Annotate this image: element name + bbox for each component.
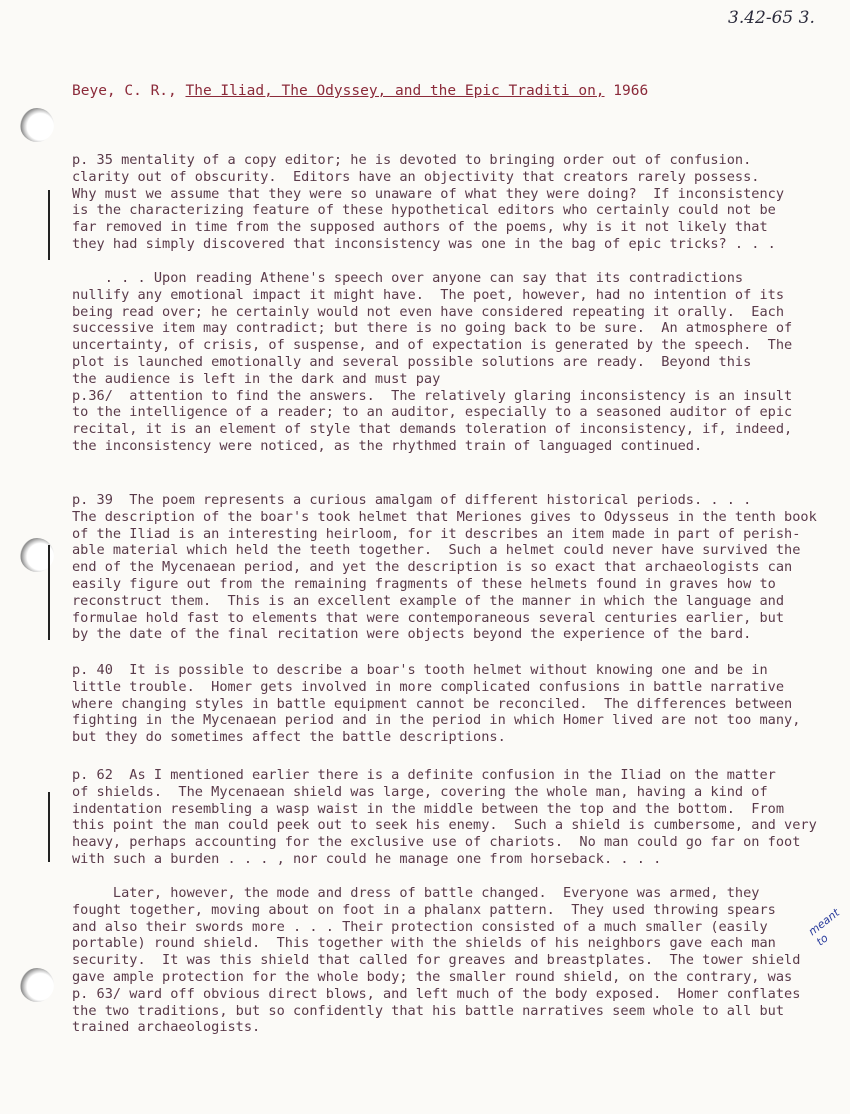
text-line: by the date of the final recitation were objects beyond the experience of the bard. bbox=[72, 626, 752, 643]
text-line: this point the man could peek out to seek his enemy. Such a shield is cumbersome, and very bbox=[72, 817, 817, 834]
text-line: Why must we assume that they were so unaware of what they were doing? If inconsistency bbox=[72, 185, 785, 202]
text-line: indentation resembling a wasp waist in the middle between the top and the bottom. From bbox=[72, 800, 785, 817]
text-line: is the characterizing feature of these hypothetical editors who certainly could not be bbox=[72, 202, 776, 219]
text-line: p. 35 mentality of a copy editor; he is devoted to bringing order out of confusion. bbox=[72, 152, 752, 168]
excerpt-p40 bbox=[72, 662, 832, 746]
text-line: and also their swords more . . . Their protection consisted of a much smaller (easily bbox=[72, 918, 768, 935]
text-line: being read over; he certainly would not even have considered repeating it orally. Each bbox=[72, 303, 785, 320]
text-line: successive item may contradict; but there is no going back to be sure. An atmosphere of bbox=[72, 320, 793, 337]
text-line: plot is launched emotionally and several possible solutions are ready. Beyond this bbox=[72, 353, 752, 370]
text-line: clarity out of obscurity. Editors have an objectivity that creators rarely possess. bbox=[72, 168, 760, 185]
text-line: but they do sometimes affect the battle descriptions. bbox=[72, 729, 506, 746]
text-line: reconstruct them. This is an excellent example of the manner in which the language and bbox=[72, 592, 785, 609]
margin-mark bbox=[48, 190, 50, 260]
excerpt-athene bbox=[72, 270, 832, 455]
citation-year: 1966 bbox=[604, 83, 649, 99]
text-line: of the Iliad is an interesting heirloom, for it describes an item made in part of perish- bbox=[72, 525, 801, 542]
margin-mark bbox=[48, 545, 50, 640]
text-line: to the intelligence of a reader; to an auditor, especially to a seasoned auditor of epic bbox=[72, 404, 793, 421]
text-line: p. 40 It is possible to describe a boar's tooth helmet without knowing one and be in bbox=[72, 662, 768, 678]
excerpt-battle-change bbox=[72, 885, 832, 1036]
text-line: uncertainty, of crisis, of suspense, and of expectation is generated by the speech. The bbox=[72, 337, 793, 354]
text-line: . . . Upon reading Athene's speech over anyone can say that its contradictions bbox=[72, 270, 744, 286]
text-line: with such a burden . . . , nor could he manage one from horseback. . . . bbox=[72, 850, 662, 867]
text-line: portable) round shield. This together with the shields of his neighbors gave each man bbox=[72, 935, 776, 952]
text-line: nullify any emotional impact it might have. The poet, however, had no intention of its bbox=[72, 286, 785, 303]
text-line: recital, it is an element of style that demands toleration of inconsistency, if, indeed, bbox=[72, 421, 793, 438]
text-line: p. 39 The poem represents a curious amalgam of different historical periods. . . . bbox=[72, 492, 752, 508]
text-line: able material which held the teeth together. Such a helmet could never have survived the bbox=[72, 542, 801, 559]
text-line: of shields. The Mycenaean shield was large, covering the whole man, having a kind of bbox=[72, 783, 768, 800]
text-line: Later, however, the mode and dress of battle changed. Everyone was armed, they bbox=[72, 885, 760, 901]
text-line: p. 62 As I mentioned earlier there is a definite confusion in the Iliad on the matter bbox=[72, 767, 776, 783]
text-line: trained archaeologists. bbox=[72, 1019, 261, 1036]
page-reference-note: 3.42-65 3. bbox=[728, 8, 815, 28]
punch-hole-icon bbox=[20, 108, 54, 142]
punch-hole-icon bbox=[20, 968, 54, 1002]
text-line: fought together, moving about on foot in a phalanx pattern. They used throwing spears bbox=[72, 901, 776, 918]
citation-work-title: The Iliad, The Odyssey, and the Epic Traditi on, bbox=[185, 83, 605, 99]
text-line: they had simply discovered that inconsistency was one in the bag of epic tricks? . . . bbox=[72, 235, 776, 252]
excerpt-p62 bbox=[72, 767, 832, 868]
text-line: p.36/ attention to find the answers. The relatively glaring inconsistency is an insult bbox=[72, 387, 793, 404]
text-line: security. It was this shield that called for greaves and breastplates. The tower shield bbox=[72, 952, 801, 969]
text-line: the audience is left in the dark and must pay bbox=[72, 370, 441, 387]
text-line: where changing styles in battle equipment cannot be reconciled. The differences between bbox=[72, 695, 793, 712]
text-line: little trouble. Homer gets involved in more complicated confusions in battle narrative bbox=[72, 678, 785, 695]
margin-mark bbox=[48, 792, 50, 862]
excerpt-p35 bbox=[72, 152, 832, 253]
citation-header bbox=[72, 83, 648, 99]
handwritten-margin-note: meant to bbox=[806, 906, 842, 949]
text-line: p. 63/ ward off obvious direct blows, and left much of the body exposed. Homer conflates bbox=[72, 985, 801, 1002]
text-line: fighting in the Mycenaean period and in the period in which Homer lived are not too many, bbox=[72, 712, 801, 729]
citation-author: Beye, C. R., bbox=[72, 83, 186, 99]
text-line: heavy, perhaps accounting for the exclusive use of chariots. No man could go far on foot bbox=[72, 834, 801, 851]
excerpt-p39 bbox=[72, 492, 832, 643]
text-line: gave ample protection for the whole body; the smaller round shield, on the contrary, was bbox=[72, 968, 793, 985]
text-line: easily figure out from the remaining fragments of these helmets found in graves how to bbox=[72, 575, 776, 592]
text-line: the inconsistency were noticed, as the rhythmed train of languaged continued. bbox=[72, 437, 703, 454]
text-line: The description of the boar's took helmet that Meriones gives to Odysseus in the tenth book bbox=[72, 508, 817, 525]
text-line: end of the Mycenaean period, and yet the description is so exact that archaeologists can bbox=[72, 559, 793, 576]
text-line: far removed in time from the supposed authors of the poems, why is it not likely that bbox=[72, 219, 768, 236]
text-line: formulae hold fast to elements that were contemporaneous several centuries earlier, but bbox=[72, 609, 785, 626]
text-line: the two traditions, but so confidently that his battle narratives seem whole to all but bbox=[72, 1002, 785, 1019]
